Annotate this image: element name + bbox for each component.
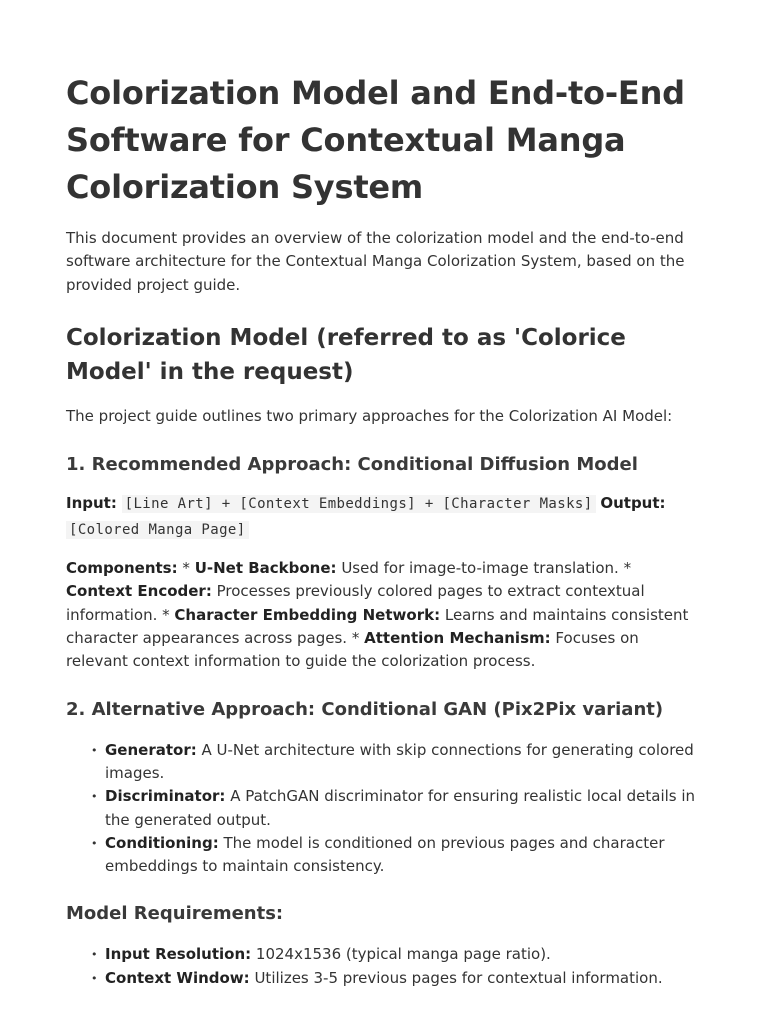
- input-output-paragraph: [66, 491, 702, 542]
- component-context-encoder-text: Processes previously colored pages to extract contextual information.: [66, 582, 645, 624]
- component-attention-text: Focuses on relevant context information to guide the colorization process.: [66, 629, 639, 671]
- list-item-label: Context Window:: [105, 968, 250, 987]
- approach1-heading: 1. Recommended Approach: Conditional Diffusion Model: [66, 454, 638, 476]
- component-character-embedding-label: Character Embedding Network:: [174, 605, 441, 624]
- star: *: [162, 605, 170, 624]
- list-item-text: Utilizes 3-5 previous pages for contextual information.: [254, 968, 663, 987]
- bullet-icon: •: [91, 836, 98, 850]
- page-title: Colorization Model and End-to-End Software for Contextual Manga Colorization System: [66, 74, 685, 206]
- components-label: Components:: [66, 559, 178, 578]
- component-character-embedding-text: Learns and maintains consistent character appearances across pages.: [66, 605, 689, 648]
- list-item: [91, 943, 702, 966]
- output-code: [Colored Manga Page]: [66, 521, 249, 539]
- list-item: [91, 832, 702, 879]
- output-label: Output:: [600, 494, 666, 513]
- section-heading-colorization-model: Colorization Model (referred to as 'Colorice Model' in the request): [66, 324, 626, 385]
- star: *: [182, 559, 190, 578]
- list-item-text: The model is conditioned on previous pages and character embeddings to maintain consistency.: [105, 833, 665, 876]
- component-context-encoder-label: Context Encoder:: [66, 582, 212, 601]
- approach2-list: [66, 739, 702, 879]
- components-paragraph: [66, 557, 702, 673]
- component-attention-label: Attention Mechanism:: [364, 629, 551, 648]
- star: *: [351, 629, 360, 648]
- component-unet-label: U-Net Backbone:: [194, 559, 337, 578]
- list-item-label: Conditioning:: [105, 833, 219, 852]
- intro-paragraph: This document provides an overview of the colorization model and the end-to-end software architecture for the Contextual Manga Colorization System, based on the provided project guide.: [66, 229, 685, 294]
- list-item-text: 1024x1536 (typical manga page ratio).: [255, 945, 551, 964]
- input-code: [Line Art] + [Context Embeddings] + [Character Masks]: [122, 495, 596, 513]
- model-requirements-heading: Model Requirements:: [66, 903, 284, 925]
- list-item-label: Discriminator:: [105, 787, 226, 806]
- approach2-heading: 2. Alternative Approach: Conditional GAN (Pix2Pix variant): [66, 698, 664, 720]
- input-label: Input:: [66, 494, 117, 513]
- bullet-icon: •: [91, 790, 98, 804]
- list-item-text: A PatchGAN discriminator for ensuring realistic local details in the generated output.: [105, 787, 696, 829]
- component-unet-text: Used for image-to-image translation.: [341, 559, 619, 578]
- bullet-icon: •: [91, 948, 98, 962]
- approaches-intro: The project guide outlines two primary approaches for the Colorization AI Model:: [66, 406, 673, 425]
- list-item-label: Input Resolution:: [105, 945, 252, 964]
- requirements-list: [66, 943, 702, 990]
- list-item: [91, 785, 702, 832]
- star: *: [623, 559, 632, 578]
- list-item: [91, 739, 702, 786]
- bullet-icon: •: [91, 971, 98, 985]
- list-item-label: Generator:: [105, 740, 197, 759]
- list-item: [91, 967, 702, 990]
- list-item-text: A U-Net architecture with skip connections for generating colored images.: [105, 740, 694, 782]
- bullet-icon: •: [91, 743, 98, 757]
